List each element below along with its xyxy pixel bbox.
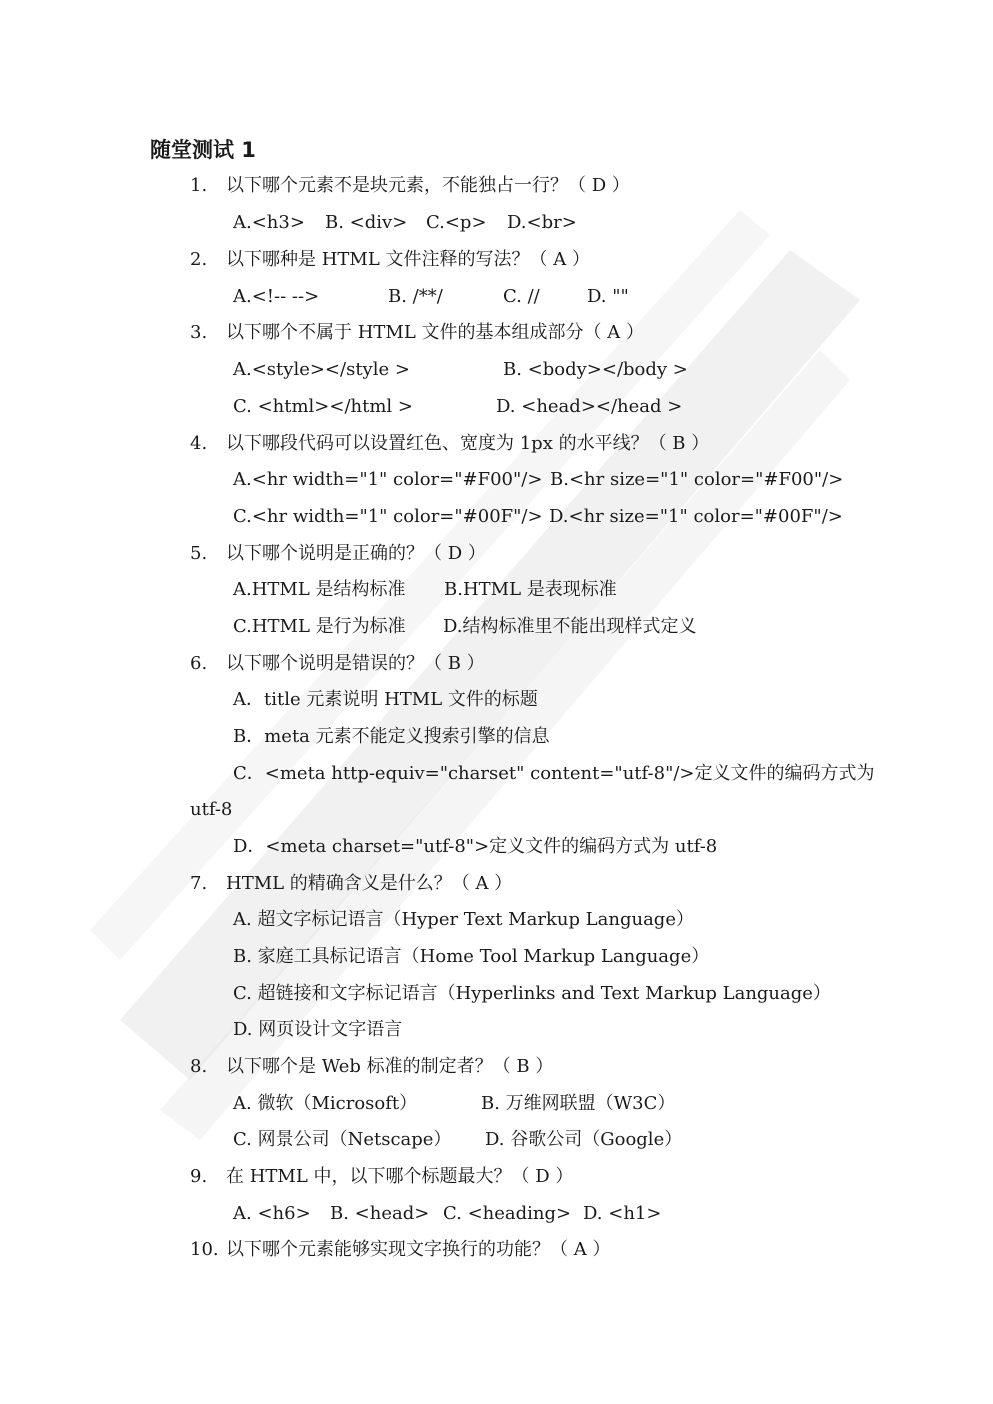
option-b: B.HTML 是表现标准	[444, 579, 617, 600]
question-number: 5.	[190, 543, 208, 564]
question-7	[190, 872, 512, 896]
question-text: HTML 的精确含义是什么？（ A ）	[226, 873, 513, 894]
question-9	[190, 1165, 573, 1189]
option-a: A.HTML 是结构标准	[233, 579, 406, 600]
option-a: A. 微软（Microsoft）	[233, 1093, 418, 1114]
option-b: B. <body></body >	[503, 359, 688, 380]
question-text: 以下哪个元素能够实现文字换行的功能？（ A ）	[226, 1239, 611, 1260]
page-title: 随堂测试 1	[150, 138, 256, 162]
question-3	[190, 321, 644, 345]
option-d: D. 网页设计文字语言	[233, 1019, 403, 1040]
option-d: D.结构标准里不能出现样式定义	[443, 616, 697, 637]
option-d: D.<hr size="1" color="#00F"/>	[549, 506, 843, 527]
question-8	[190, 1055, 553, 1079]
question-number: 8.	[190, 1056, 208, 1077]
question-number: 1.	[190, 175, 208, 196]
question-number: 9.	[190, 1166, 208, 1187]
option-c: C．<meta http-equiv="charset" content="utf-8"/>定义文件的编码方式为	[233, 763, 875, 784]
question-text: 以下哪个不属于 HTML 文件的基本组成部分（ A ）	[226, 322, 644, 343]
option-c: C. <html></html >	[233, 396, 413, 417]
option-d: D. ""	[587, 286, 629, 307]
option-d: D．<meta charset="utf-8">定义文件的编码方式为 utf-8	[233, 836, 718, 857]
question-1	[190, 174, 630, 198]
option-c: C.HTML 是行为标准	[233, 616, 406, 637]
question-number: 10.	[190, 1239, 219, 1260]
option-c: C. 超链接和文字标记语言（Hyperlinks and Text Markup Language）	[233, 983, 831, 1004]
option-b: B. 家庭工具标记语言（Home Tool Markup Language）	[233, 946, 710, 967]
option-a: A.<!-- -->	[233, 286, 320, 307]
question-number: 2.	[190, 249, 208, 270]
option-b: B．meta 元素不能定义搜索引擎的信息	[233, 726, 550, 747]
option-a: A.<style></style >	[233, 359, 410, 380]
question-5	[190, 542, 486, 566]
option-b: B. /**/	[388, 286, 443, 307]
question-text: 以下哪个说明是正确的？（ D ）	[226, 543, 486, 564]
question-4	[190, 432, 709, 456]
option-a: A. <h6>	[233, 1203, 311, 1224]
option-c: C.<p>	[426, 212, 487, 233]
question-text: 以下哪段代码可以设置红色、宽度为 1px 的水平线？（ B ）	[226, 433, 710, 454]
option-b: B. <head>	[330, 1203, 430, 1224]
question-text: 在 HTML 中，以下哪个标题最大？（ D ）	[226, 1166, 574, 1187]
option-c-continuation: utf-8	[190, 799, 233, 820]
option-c: C. 网景公司（Netscape）	[233, 1129, 452, 1150]
question-6	[190, 652, 485, 676]
option-b: B.<hr size="1" color="#F00"/>	[550, 469, 844, 490]
option-c: C. //	[503, 286, 540, 307]
question-text: 以下哪个元素不是块元素，不能独占一行？（ D ）	[226, 175, 630, 196]
question-text: 以下哪种是 HTML 文件注释的写法？（ A ）	[226, 249, 590, 270]
question-10	[190, 1238, 610, 1262]
option-c: C.<hr width="1" color="#00F"/>	[233, 506, 543, 527]
option-a: A．title 元素说明 HTML 文件的标题	[233, 689, 538, 710]
question-number: 6.	[190, 653, 208, 674]
option-c: C. <heading>	[443, 1203, 572, 1224]
question-number: 7.	[190, 873, 208, 894]
option-a: A.<hr width="1" color="#F00"/>	[233, 469, 543, 490]
option-d: D.<br>	[507, 212, 577, 233]
question-number: 4.	[190, 433, 208, 454]
question-2	[190, 248, 590, 272]
question-text: 以下哪个说明是错误的？（ B ）	[226, 653, 485, 674]
option-b: B. <div>	[325, 212, 408, 233]
question-text: 以下哪个是 Web 标准的制定者？（ B ）	[226, 1056, 554, 1077]
option-d: D. <h1>	[583, 1203, 662, 1224]
option-b: B. 万维网联盟（W3C）	[481, 1093, 676, 1114]
question-number: 3.	[190, 322, 208, 343]
option-a: A. 超文字标记语言（Hyper Text Markup Language）	[233, 909, 694, 930]
option-d: D. <head></head >	[496, 396, 683, 417]
option-a: A.<h3>	[233, 212, 305, 233]
option-d: D. 谷歌公司（Google）	[485, 1129, 683, 1150]
